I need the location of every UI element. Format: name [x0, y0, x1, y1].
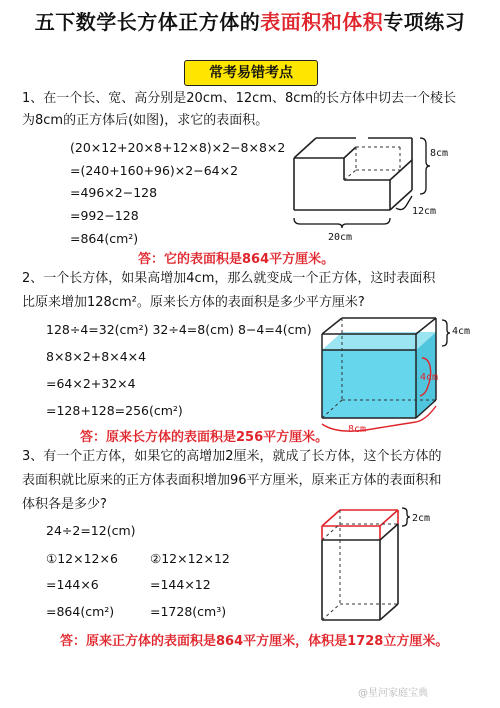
- q2-text-line1: 2、一个长方体，如果高增加4cm，那么就变成一个正方体，这时表面积: [22, 271, 436, 286]
- q3-col2-line3: =1728(cm³): [150, 604, 227, 619]
- title-prefix: 五下数学长方体正方体的: [34, 10, 261, 34]
- q2-label-height: 4cm: [420, 372, 439, 383]
- q2-step-4: =128+128=256(cm²): [46, 403, 183, 418]
- q3-cube-figure: [318, 500, 488, 626]
- q3-step-0: 24÷2=12(cm): [46, 523, 136, 538]
- q1-cuboid-figure: [288, 128, 458, 248]
- q2-answer-text: 原来长方体的表面积是256平方厘米。: [106, 430, 329, 445]
- q3-answer: [60, 630, 448, 649]
- q1-step-4: =992−128: [70, 208, 139, 223]
- q2-answer: [80, 426, 328, 445]
- q1-text-line1: 1、在一个长、宽、高分别是20cm、12cm、8cm的长方体中切去一个棱长: [22, 91, 457, 106]
- q3-text-line3: 体积各是多少?: [22, 497, 107, 512]
- q2-answer-label: 答：: [80, 430, 107, 445]
- q3-text-line2: 表面积就比原来的正方体表面积增加96平方厘米，原来正方体的表面积和: [22, 473, 442, 488]
- q2-cuboid-figure: [318, 316, 488, 434]
- q3-answer-text: 原来正方体的表面积是864平方厘米，体积是1728立方厘米。: [86, 634, 449, 649]
- q1-step-5: =864(cm²): [70, 231, 139, 246]
- q1-step-2: =(240+160+96)×2−64×2: [70, 163, 239, 178]
- page-title: [0, 6, 500, 35]
- q1-answer-label: 答：: [138, 252, 165, 267]
- q1-step-3: =496×2−128: [70, 185, 158, 200]
- q1-answer-text: 它的表面积是864平方厘米。: [164, 252, 335, 267]
- q1-label-length: 20cm: [328, 232, 353, 243]
- q2-step-2: 8×8×2+8×4×4: [46, 349, 147, 364]
- q1-step-1: (20×12+20×8+12×8)×2−8×8×2: [70, 140, 286, 155]
- q3-label-added: 2cm: [412, 513, 431, 524]
- q3-col2-line2: =144×12: [150, 577, 211, 592]
- q3-col1-line1: ①12×12×6: [46, 551, 118, 566]
- q3-col2-line1: ②12×12×12: [150, 551, 230, 566]
- title-suffix: 专项练习: [383, 10, 466, 34]
- q2-label-added: 4cm: [452, 326, 471, 337]
- q3-answer-label: 答：: [60, 634, 87, 649]
- topic-banner: 常考易错考点: [184, 60, 318, 86]
- q2-step-3: =64×2+32×4: [46, 376, 136, 391]
- q2-text-line2: 比原来增加128cm²。原来长方体的表面积是多少平方厘米?: [22, 295, 365, 310]
- q3-col1-line3: =864(cm²): [46, 604, 115, 619]
- q2-step-1: 128÷4=32(cm²) 32÷4=8(cm) 8−4=4(cm): [46, 322, 312, 337]
- q3-text-line1: 3、有一个正方体，如果它的高增加2厘米，就成了长方体，这个长方体的: [22, 449, 442, 464]
- watermark: @星河家庭宝典: [358, 688, 428, 699]
- q1-label-height: 8cm: [430, 148, 449, 159]
- q1-text-line2: 为8cm的正方体后(如图)，求它的表面积。: [22, 113, 269, 128]
- q2-label-base: 8cm: [348, 424, 367, 435]
- q1-label-width: 12cm: [412, 206, 437, 217]
- q3-col1-line2: =144×6: [46, 577, 99, 592]
- q1-answer: [138, 248, 334, 267]
- title-highlight: 表面积和体积: [260, 10, 384, 34]
